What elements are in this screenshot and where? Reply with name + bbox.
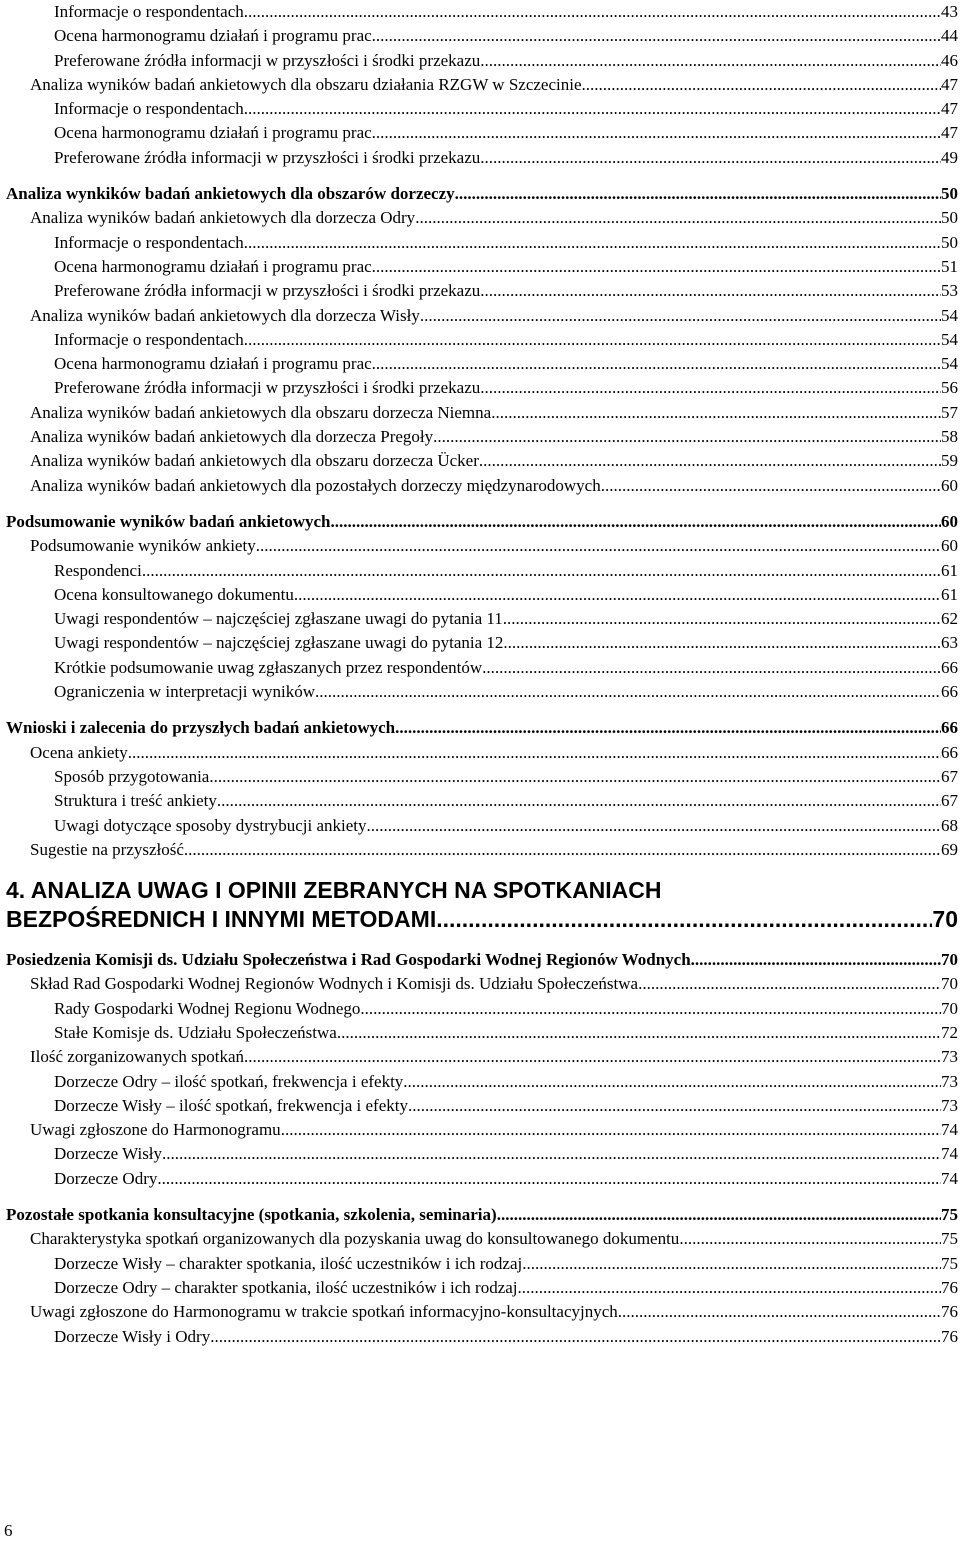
toc-entry-page-number: 47 [941, 74, 958, 94]
toc-entry-page-number: 47 [941, 99, 958, 119]
toc-entry[interactable] [6, 789, 958, 813]
toc-entry-page-number: 62 [941, 609, 958, 629]
toc-entry-title: Informacje o respondentach [54, 2, 244, 21]
toc-entry-page-number: 66 [941, 718, 958, 738]
toc-block [6, 716, 958, 862]
dot-leader [395, 716, 941, 740]
dot-leader [294, 583, 941, 607]
toc-entry-title: Krótkie podsumowanie uwag zgłaszanych przez respondentów [54, 657, 483, 677]
toc-entry-title: Charakterystyka spotkań organizowanych dla pozyskania uwag do konsultowanego dokumentu [30, 1229, 680, 1249]
spacer [6, 862, 958, 876]
toc-entry[interactable] [6, 656, 958, 680]
toc-entry-page-number: 60 [941, 511, 958, 531]
toc-entry-page-number: 63 [941, 633, 958, 653]
toc-entry-title: Uwagi respondentów – najczęściej zgłaszane uwagi do pytania 11 [54, 609, 503, 629]
toc-entry-title: Ocena harmonogramu działań i programu prac [54, 354, 372, 374]
toc-entry-title: Preferowane źródła informacji w przyszłości i środki przekazu [54, 378, 481, 398]
toc-entry[interactable] [6, 1070, 958, 1094]
toc-entry-page-number: 50 [941, 184, 958, 204]
toc-entry-title: Rady Gospodarki Wodnej Regionu Wodnego [54, 998, 361, 1018]
toc-entry[interactable] [6, 0, 958, 24]
dot-leader [455, 182, 941, 206]
toc-entry-page-number: 70 [941, 950, 958, 970]
toc-entry-title: Ocena ankiety [30, 742, 128, 762]
toc-entry[interactable] [6, 1142, 958, 1166]
dot-leader [601, 474, 941, 498]
toc-entry[interactable] [6, 1325, 958, 1349]
toc-entry-page-number: 76 [941, 1302, 958, 1322]
toc-entry-title: Dorzecze Odry – ilość spotkań, frekwencja i efekty [54, 1071, 404, 1091]
toc-entry-title: Wnioski i zalecenia do przyszłych badań ankietowych [6, 718, 396, 738]
toc-entry[interactable] [6, 559, 958, 583]
toc-entry[interactable] [6, 352, 958, 376]
toc-entry-title: Analiza wyników badań ankietowych dla pozostałych dorzeczy międzynarodowych [30, 475, 601, 495]
toc-entry-page-number: 73 [941, 1095, 958, 1115]
toc-entry-title: Dorzecze Wisły [54, 1144, 163, 1164]
dot-leader [372, 255, 941, 279]
dot-leader [128, 741, 941, 765]
dot-leader [157, 1167, 941, 1191]
dot-leader [482, 656, 941, 680]
toc-entry[interactable] [6, 73, 958, 97]
toc-entry-title: Dorzecze Wisły i Odry [54, 1326, 211, 1346]
toc-entry[interactable] [6, 304, 958, 328]
spacer [6, 704, 958, 716]
toc-entry-page-number: 60 [941, 475, 958, 495]
toc-entry-title: Dorzecze Wisły – ilość spotkań, frekwencja i efekty [54, 1095, 408, 1115]
toc-block [6, 0, 958, 170]
toc-entry[interactable] [6, 1227, 958, 1251]
dot-leader [618, 1300, 941, 1324]
dot-leader [210, 1325, 941, 1349]
dot-leader [691, 948, 941, 972]
toc-entry-page-number: 49 [941, 147, 958, 167]
dot-leader [503, 631, 941, 655]
toc-entry-title: Informacje o respondentach [54, 99, 244, 119]
toc-entry-page-number: 73 [941, 1047, 958, 1067]
toc-heading[interactable] [6, 510, 958, 534]
toc-entry[interactable] [6, 534, 958, 558]
dot-leader [518, 1276, 941, 1300]
toc-heading[interactable] [6, 716, 958, 740]
toc-entry-page-number: 43 [941, 2, 958, 21]
toc-entry[interactable] [6, 449, 958, 473]
dot-leader [480, 49, 941, 73]
toc-entry-page-number: 75 [941, 1229, 958, 1249]
toc-entry[interactable] [6, 1094, 958, 1118]
toc-entry-page-number: 44 [941, 26, 958, 46]
toc-entry-page-number: 66 [941, 742, 958, 762]
dot-leader [415, 206, 941, 230]
toc-entry-page-number: 66 [941, 657, 958, 677]
dot-leader [162, 1142, 941, 1166]
toc-entry-title: Uwagi dotyczące sposoby dystrybucji ankiety [54, 815, 367, 835]
toc-entry-title: Stałe Komisje ds. Udziału Społeczeństwa [54, 1022, 337, 1042]
toc-entry-page-number: 50 [941, 232, 958, 252]
spacer [6, 170, 958, 182]
toc-entry-page-number: 68 [941, 815, 958, 835]
toc-entry-title: Respondenci [54, 560, 142, 580]
toc-entry[interactable] [6, 583, 958, 607]
chapter-title-line-1: 4. ANALIZA UWAG I OPINII ZEBRANYCH NA SPOTKANIACH [6, 877, 662, 904]
toc-entry[interactable] [6, 206, 958, 230]
toc-entry-title: Skład Rad Gospodarki Wodnej Regionów Wodnych i Komisji ds. Udziału Społeczeństwa [30, 974, 639, 994]
toc-entry-page-number: 61 [941, 584, 958, 604]
toc-entry[interactable] [6, 97, 958, 121]
dot-leader [436, 905, 932, 934]
toc-entry[interactable] [6, 765, 958, 789]
toc-entry-page-number: 74 [941, 1120, 958, 1140]
toc-entry-page-number: 75 [941, 1205, 958, 1225]
toc-entry[interactable] [6, 474, 958, 498]
dot-leader [497, 1203, 941, 1227]
dot-leader [315, 680, 941, 704]
toc-entry[interactable] [6, 279, 958, 303]
toc-entry[interactable] [6, 607, 958, 631]
dot-leader [244, 231, 941, 255]
toc-entry-page-number: 53 [941, 281, 958, 301]
toc-entry-title: Uwagi zgłoszone do Harmonogramu [30, 1120, 281, 1140]
toc-entry[interactable] [6, 997, 958, 1021]
toc-entry[interactable] [6, 680, 958, 704]
toc-entry-page-number: 46 [941, 50, 958, 70]
toc-entry[interactable] [6, 146, 958, 170]
toc-entry-page-number: 57 [941, 402, 958, 422]
dot-leader [522, 1252, 941, 1276]
dot-leader [372, 352, 941, 376]
dot-leader [142, 559, 941, 583]
toc-entry-page-number: 70 [941, 974, 958, 994]
chapter-page-number: 70 [932, 906, 958, 933]
toc-entry-title: Podsumowanie wyników ankiety [30, 536, 256, 556]
toc-entry[interactable] [6, 328, 958, 352]
toc-block [6, 510, 958, 704]
toc-entry-title: Dorzecze Wisły – charakter spotkania, ilość uczestników i ich rodzaj [54, 1253, 523, 1273]
toc-entry-title: Ocena harmonogramu działań i programu prac [54, 26, 372, 46]
dot-leader [491, 401, 941, 425]
toc-entry[interactable] [6, 376, 958, 400]
page-number: 6 [4, 1521, 13, 1540]
toc-entry-page-number: 58 [941, 427, 958, 447]
toc-entry-title: Dorzecze Odry [54, 1168, 158, 1188]
toc-entry-page-number: 61 [941, 560, 958, 580]
toc-entry[interactable] [6, 1276, 958, 1300]
toc-entry-title: Analiza wyników badań ankietowych dla obszaru dorzecza Ücker [30, 451, 479, 471]
toc-entry-title: Dorzecze Odry – charakter spotkania, ilość uczestników i ich rodzaj [54, 1277, 518, 1297]
toc-block [6, 1203, 958, 1349]
dot-leader [244, 0, 941, 24]
toc-entry[interactable] [6, 401, 958, 425]
toc-entry-title: Analiza wyników badań ankietowych dla dorzecza Pregoły [30, 427, 434, 447]
toc-entry-title: Informacje o respondentach [54, 329, 244, 349]
toc-entry[interactable] [6, 49, 958, 73]
toc-entry-page-number: 67 [941, 791, 958, 811]
toc-entry[interactable] [6, 231, 958, 255]
toc-entry-page-number: 47 [941, 123, 958, 143]
toc-entry[interactable] [6, 1167, 958, 1191]
toc-entry-title: Analiza wyników badań ankietowych dla dorzecza Wisły [30, 305, 420, 325]
toc-entry[interactable] [6, 121, 958, 145]
toc-entry-title: Posiedzenia Komisji ds. Udziału Społeczeństwa i Rad Gospodarki Wodnej Regionów Wodnych [6, 950, 691, 970]
toc-entry[interactable] [6, 838, 958, 862]
toc-entry-title: Ilość zorganizowanych spotkań [30, 1047, 245, 1067]
dot-leader [372, 121, 941, 145]
toc-entry[interactable] [6, 1045, 958, 1069]
toc-entry-title: Analiza wyników badań ankietowych dla dorzecza Odry [30, 208, 416, 228]
chapter-title-line-2: BEZPOŚREDNICH I INNYMI METODAMI [6, 906, 437, 933]
dot-leader [367, 814, 941, 838]
toc-heading[interactable] [6, 1203, 958, 1227]
dot-leader [420, 304, 941, 328]
toc-entry[interactable] [6, 631, 958, 655]
dot-leader [679, 1227, 941, 1251]
toc-entry[interactable] [6, 1118, 958, 1142]
toc-entry-title: Informacje o respondentach [54, 232, 244, 252]
toc-entry-page-number: 75 [941, 1253, 958, 1273]
dot-leader [244, 1045, 941, 1069]
dot-leader [433, 425, 941, 449]
toc-heading[interactable] [6, 182, 958, 206]
toc-entry-title: Ocena konsultowanego dokumentu [54, 584, 294, 604]
spacer [6, 498, 958, 510]
toc-entry-page-number: 69 [941, 839, 958, 859]
toc-heading[interactable] [6, 948, 958, 972]
toc-entry[interactable] [6, 1252, 958, 1276]
toc-entry-page-number: 54 [941, 329, 958, 349]
dot-leader [408, 1094, 941, 1118]
toc-entry-page-number: 74 [941, 1168, 958, 1188]
dot-leader [480, 146, 941, 170]
toc-entry-page-number: 59 [941, 451, 958, 471]
dot-leader [244, 328, 941, 352]
toc-entry-page-number: 73 [941, 1071, 958, 1091]
toc-entry[interactable] [6, 425, 958, 449]
dot-leader [480, 376, 941, 400]
dot-leader [403, 1070, 941, 1094]
toc-entry-page-number: 54 [941, 305, 958, 325]
toc-entry-page-number: 76 [941, 1326, 958, 1346]
dot-leader [638, 972, 941, 996]
dot-leader [217, 789, 941, 813]
toc-entry-title: Preferowane źródła informacji w przyszłości i środki przekazu [54, 50, 481, 70]
toc-entry[interactable] [6, 255, 958, 279]
spacer [6, 934, 958, 948]
toc-block [6, 948, 958, 1191]
toc-entry-title: Struktura i treść ankiety [54, 791, 217, 811]
toc-entry-title: Preferowane źródła informacji w przyszłości i środki przekazu [54, 281, 481, 301]
toc-entry-title: Uwagi respondentów – najczęściej zgłaszane uwagi do pytania 12 [54, 633, 504, 653]
dot-leader [184, 838, 941, 862]
toc-entry-page-number: 51 [941, 256, 958, 276]
chapter-title-row-2 [6, 905, 958, 934]
toc-entry[interactable] [6, 1300, 958, 1324]
toc-entry-page-number: 56 [941, 378, 958, 398]
dot-leader [582, 73, 941, 97]
toc-entry-title: Ocena harmonogramu działań i programu prac [54, 123, 372, 143]
toc-entry-title: Sugestie na przyszłość [30, 839, 184, 859]
toc-block [6, 182, 958, 498]
dot-leader [503, 607, 941, 631]
toc-entry[interactable] [6, 1021, 958, 1045]
toc-entry-title: Ocena harmonogramu działań i programu prac [54, 256, 372, 276]
toc-entry[interactable] [6, 741, 958, 765]
toc-entry-title: Pozostałe spotkania konsultacyjne (spotkania, szkolenia, seminaria) [6, 1205, 497, 1225]
toc-entry-title: Analiza wynkików badań ankietowych dla obszarów dorzeczy [6, 184, 455, 204]
dot-leader [244, 97, 941, 121]
dot-leader [281, 1118, 941, 1142]
toc-entry-title: Sposób przygotowania [54, 766, 210, 786]
spacer [6, 1191, 958, 1203]
toc-entry[interactable] [6, 814, 958, 838]
toc-entry-page-number: 76 [941, 1277, 958, 1297]
toc-entry-title: Analiza wyników badań ankietowych dla obszaru dorzecza Niemna [30, 402, 492, 422]
toc-entry-title: Preferowane źródła informacji w przyszłości i środki przekazu [54, 147, 481, 167]
dot-leader [256, 534, 941, 558]
toc-entry[interactable] [6, 972, 958, 996]
toc-entry-title: Analiza wyników badań ankietowych dla obszaru działania RZGW w Szczecinie [30, 74, 582, 94]
dot-leader [331, 510, 942, 534]
toc-entry-page-number: 50 [941, 208, 958, 228]
dot-leader [480, 279, 941, 303]
toc-entry-page-number: 60 [941, 536, 958, 556]
table-of-contents [6, 0, 958, 1349]
dot-leader [360, 997, 941, 1021]
dot-leader [337, 1021, 941, 1045]
toc-entry-page-number: 72 [941, 1022, 958, 1042]
dot-leader [209, 765, 941, 789]
toc-entry-page-number: 70 [941, 998, 958, 1018]
chapter-heading[interactable] [6, 876, 958, 934]
toc-entry-page-number: 74 [941, 1144, 958, 1164]
toc-entry-page-number: 67 [941, 766, 958, 786]
toc-entry[interactable] [6, 24, 958, 48]
toc-entry-title: Ograniczenia w interpretacji wyników [54, 682, 316, 702]
toc-entry-title: Uwagi zgłoszone do Harmonogramu w trakcie spotkań informacyjno-konsultacyjnych [30, 1302, 618, 1322]
toc-entry-page-number: 54 [941, 354, 958, 374]
toc-entry-title: Podsumowanie wyników badań ankietowych [6, 511, 331, 531]
toc-entry-page-number: 66 [941, 682, 958, 702]
dot-leader [372, 24, 941, 48]
dot-leader [479, 449, 941, 473]
